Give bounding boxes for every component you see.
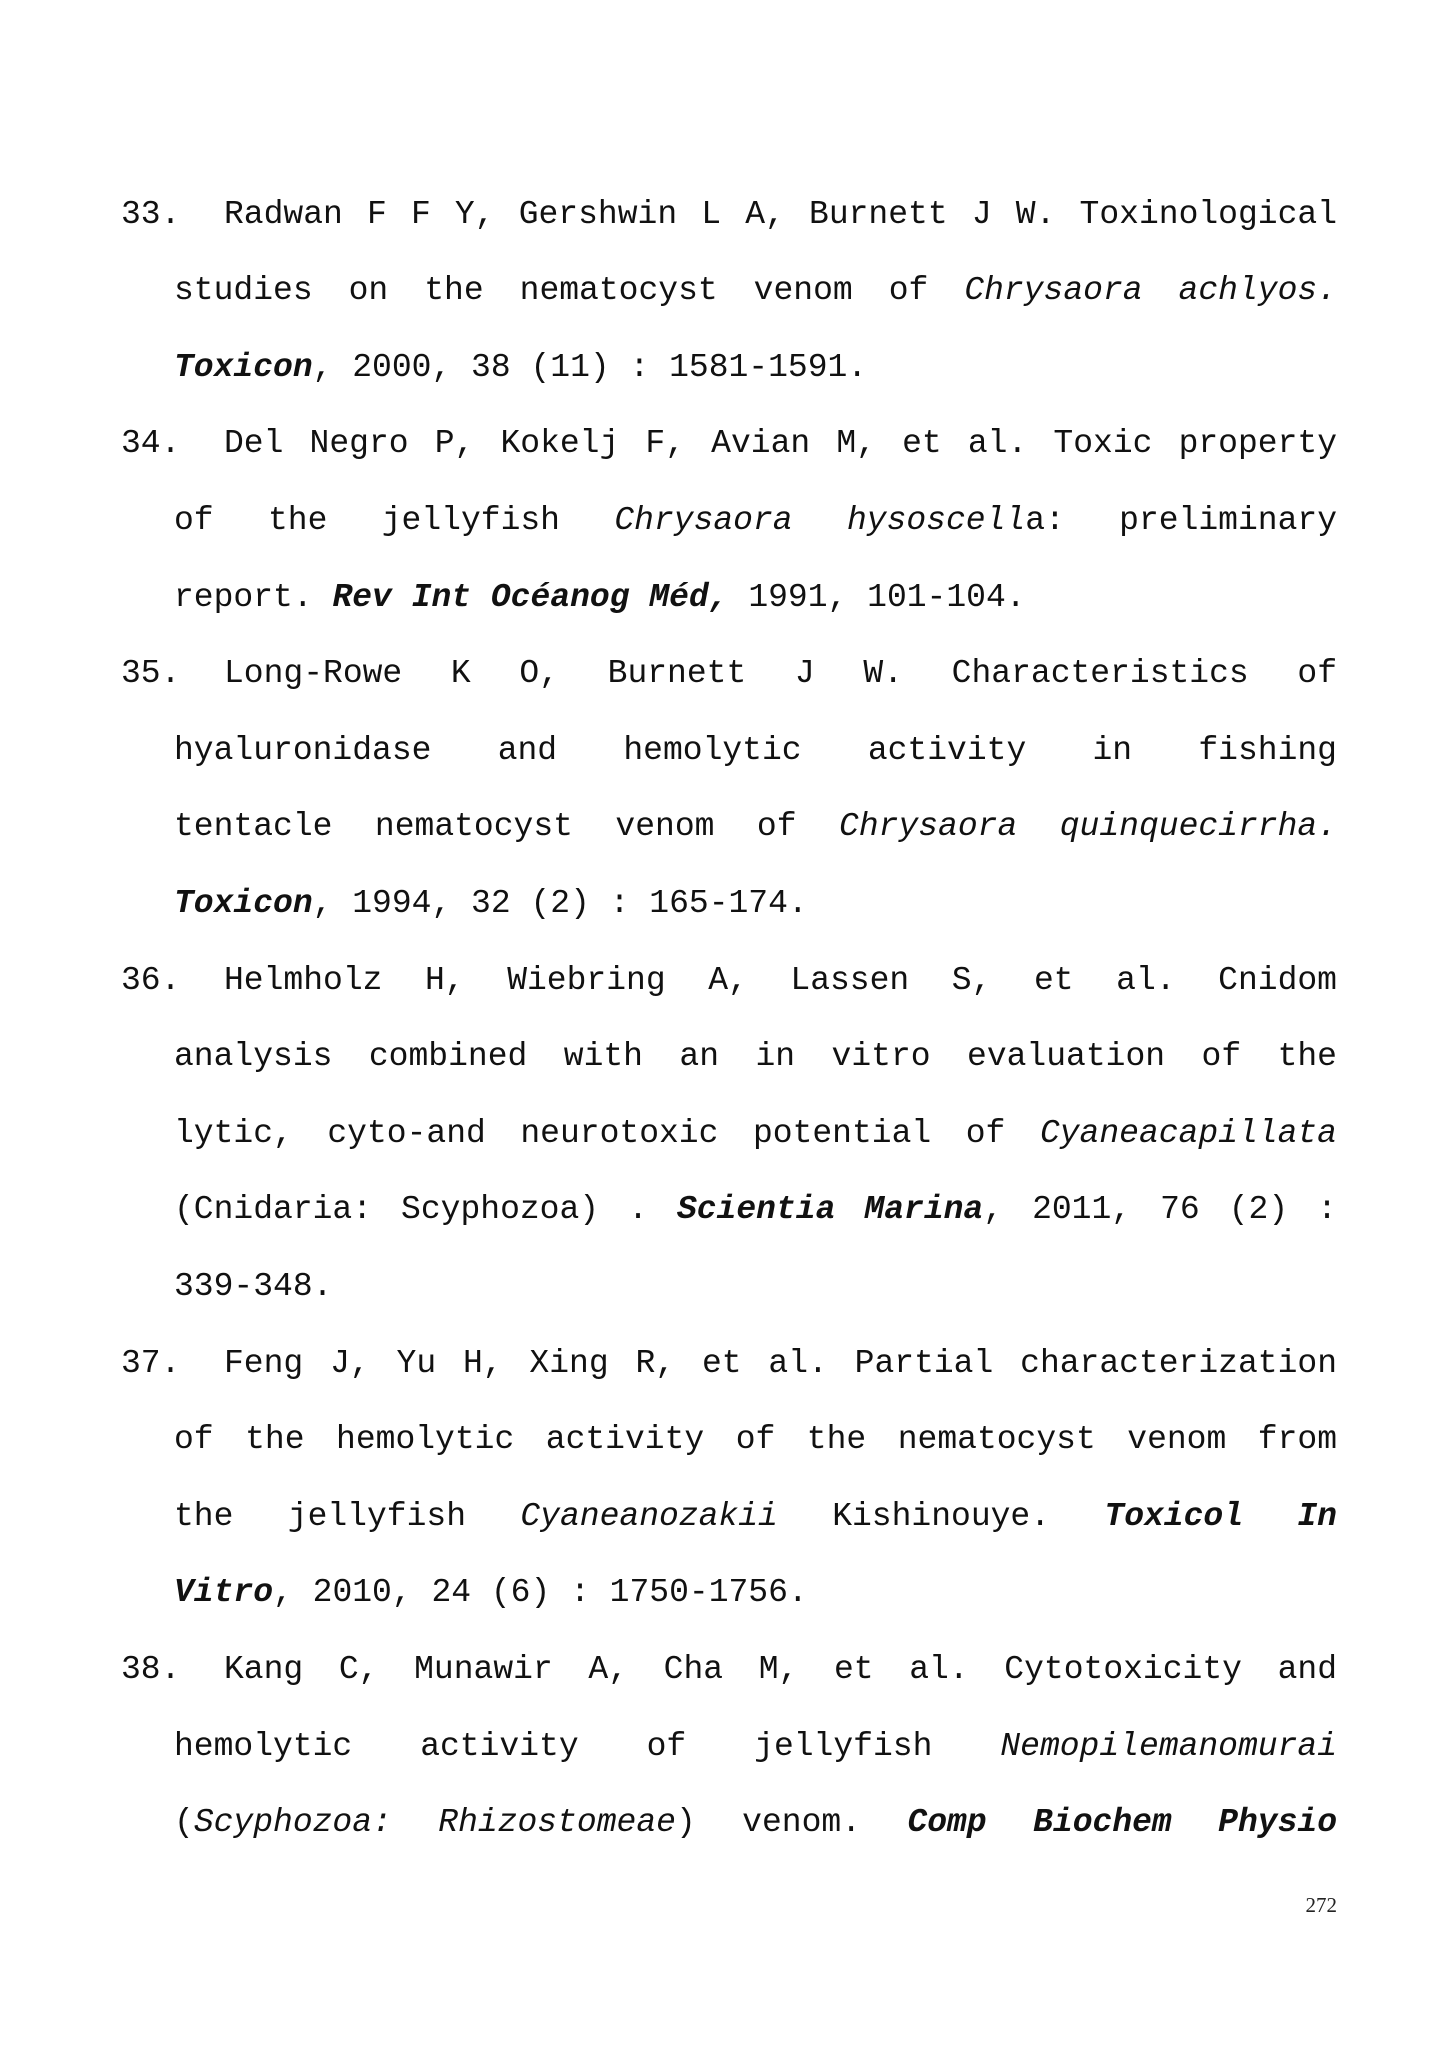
page-number: 272 [1305, 1893, 1337, 1917]
reference-text: Radwan F F Y, Gershwin L A, Burnett J W. Toxinological [224, 195, 1337, 233]
journal-name: Toxicol In [1104, 1497, 1337, 1535]
reference-line [174, 1190, 1337, 1230]
reference-text: 339-348. [174, 1268, 333, 1305]
species-name-italic: Chrysaora hysoscell [614, 502, 1026, 539]
reference-line [174, 1114, 1337, 1154]
reference-number: 37. [121, 1344, 181, 1382]
reference-text: a: preliminary [1025, 502, 1337, 539]
reference-number: 33. [121, 195, 181, 233]
reference-line [174, 271, 1337, 311]
journal-name: Scientia Marina [676, 1191, 984, 1229]
species-name-italic: Cyaneanozakii [520, 1497, 778, 1535]
reference-number: 34. [121, 425, 181, 463]
reference-text: tentacle nematocyst venom of [174, 808, 840, 846]
reference-number: 38. [121, 1651, 181, 1688]
reference-text: the jellyfish [174, 1497, 521, 1535]
reference-text: lytic, cyto-and neurotoxic potential of [174, 1114, 1040, 1152]
reference-line [224, 195, 1337, 235]
journal-name: Toxicon [174, 348, 313, 386]
reference-text: hemolytic activity of jellyfish [174, 1727, 1001, 1765]
reference-line [174, 807, 1337, 847]
reference-line [174, 1420, 1337, 1460]
species-name-italic: Cyaneacapillata [1039, 1114, 1337, 1152]
reference-line [174, 348, 1337, 388]
reference-line [174, 1573, 1337, 1613]
reference-text: report. [174, 578, 333, 616]
reference-text: studies on the nematocyst venom of [174, 272, 965, 310]
reference-line [174, 1497, 1337, 1537]
reference-text: Long-Rowe K O, Burnett J W. Characteristics of [224, 655, 1337, 693]
reference-text: Del Negro P, Kokelj F, Avian M, et al. Toxic property [224, 425, 1337, 463]
reference-number: 35. [121, 655, 181, 693]
reference-text: ( [174, 1804, 194, 1842]
reference-line [174, 1727, 1337, 1767]
reference-text: , 2010, 24 (6) : 1750-1756. [273, 1574, 808, 1612]
reference-line [174, 1803, 1337, 1843]
reference-line [174, 884, 1337, 924]
reference-text: , 1994, 32 (2) : 165-174. [312, 885, 808, 922]
reference-line [224, 424, 1337, 464]
species-name-italic: Nemopilemanomurai [1000, 1727, 1337, 1765]
journal-name: Comp Biochem Physio [907, 1804, 1337, 1842]
reference-text: of the hemolytic activity of the nematocyst venom from [174, 1421, 1337, 1459]
reference-number: 36. [121, 961, 181, 999]
journal-name: Toxicon [174, 885, 313, 922]
reference-line [224, 654, 1337, 694]
reference-text: of the jellyfish [174, 502, 615, 539]
reference-text: ) venom. [675, 1804, 908, 1842]
reference-text: Kishinouye. [777, 1497, 1105, 1535]
reference-line [174, 731, 1337, 771]
reference-line [224, 1650, 1337, 1690]
reference-text: 1991, 101-104. [728, 578, 1026, 616]
reference-text: , 2000, 38 (11) : 1581-1591. [312, 348, 868, 386]
reference-text: Helmholz H, Wiebring A, Lassen S, et al. Cnidom [224, 961, 1337, 999]
reference-text: Feng J, Yu H, Xing R, et al. Partial characterization [224, 1344, 1337, 1382]
reference-line [174, 501, 1337, 541]
reference-text: (Cnidaria: Scyphozoa) . [174, 1191, 677, 1229]
species-name-italic: Chrysaora quinquecirrha. [839, 808, 1337, 846]
species-name-italic: Chrysaora achlyos. [964, 272, 1337, 310]
reference-text: analysis combined with an in vitro evaluation of the [174, 1038, 1337, 1076]
reference-text: , 2011, 76 (2) : [983, 1191, 1337, 1229]
reference-line [224, 1344, 1337, 1384]
reference-text: Kang C, Munawir A, Cha M, et al. Cytotoxicity and [224, 1651, 1337, 1688]
journal-name: Rev Int Océanog Méd, [332, 578, 729, 616]
reference-text: hyaluronidase and hemolytic activity in fishing [174, 731, 1337, 769]
reference-line [174, 1267, 1337, 1307]
species-name-italic: Scyphozoa: Rhizostomeae [193, 1804, 676, 1842]
reference-line [174, 1037, 1337, 1077]
reference-line [174, 578, 1337, 618]
reference-line [224, 961, 1337, 1001]
journal-name: Vitro [174, 1574, 274, 1612]
